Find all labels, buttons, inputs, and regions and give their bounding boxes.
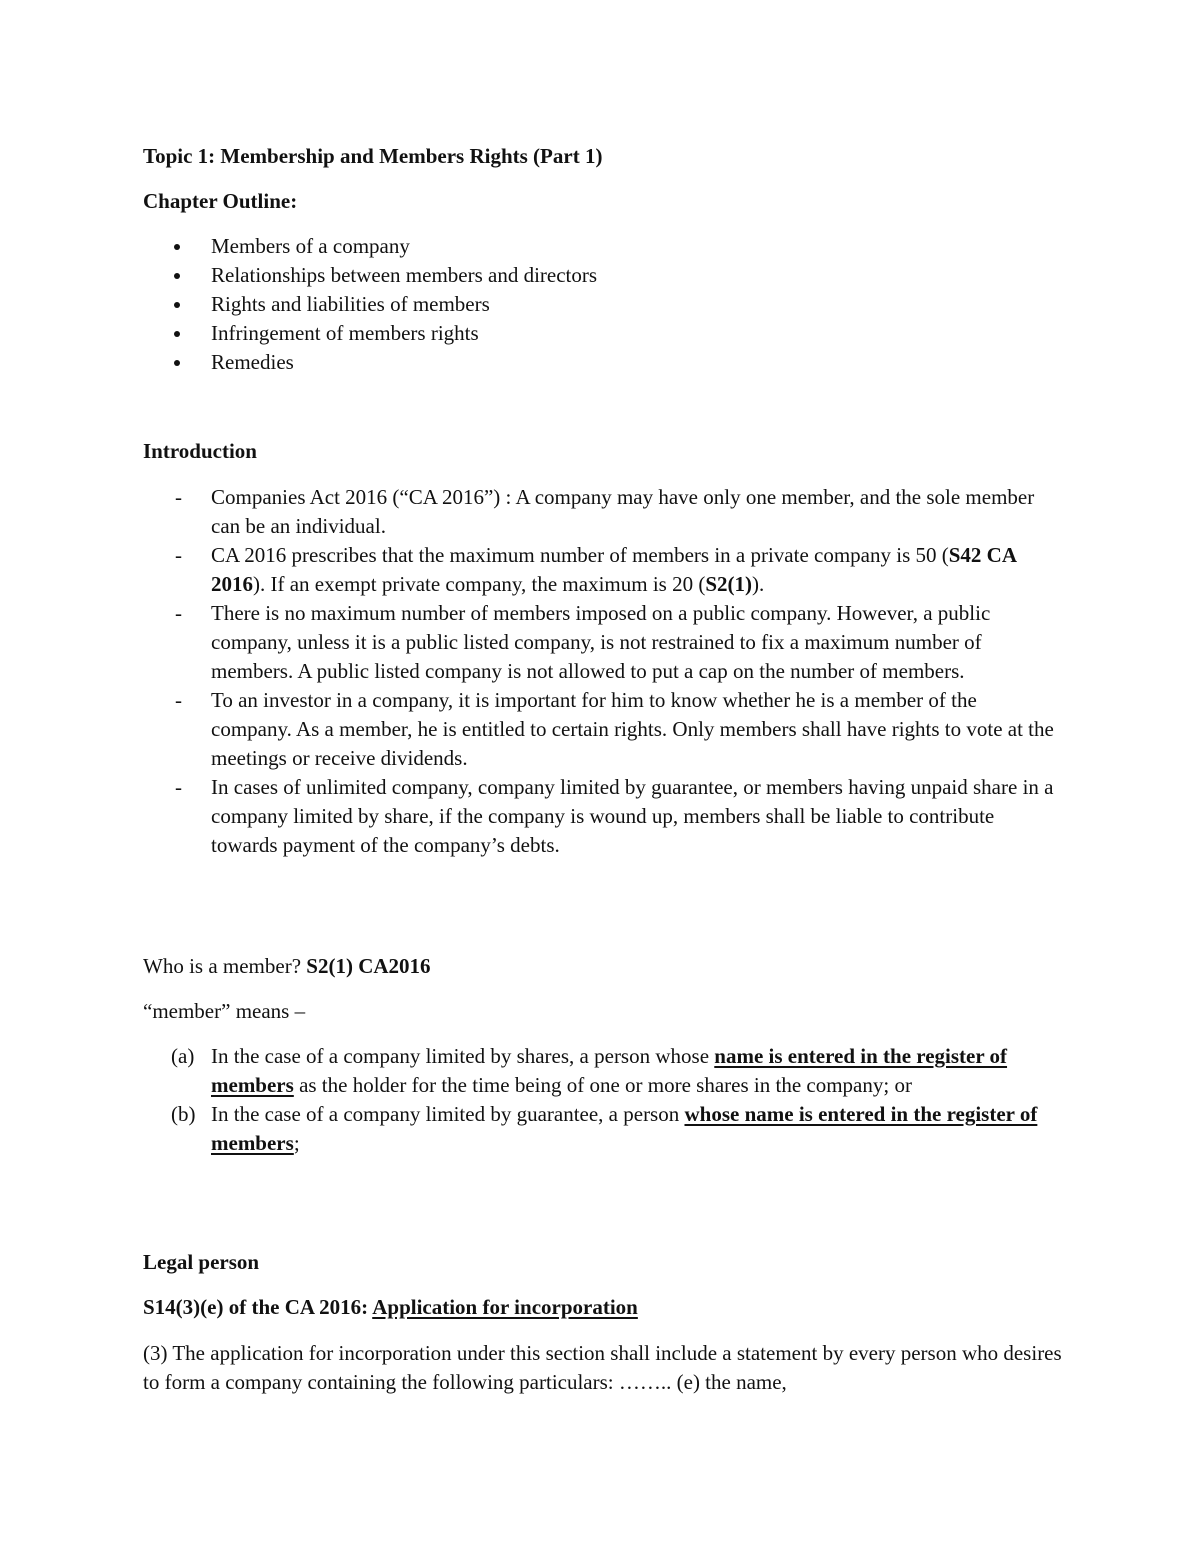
list-item: - In cases of unlimited company, company limited by guarantee, or members having unpaid share in a company limited by share, if the company is wound up, members shall be liable to contribute towards payment of the company’s debts. <box>175 775 1054 857</box>
outline-list <box>143 232 1043 377</box>
list-item: (a) In the case of a company limited by shares, a person whose name is entered in the register of members as the holder for the time being of one or more shares in the company; or <box>171 1044 1008 1097</box>
list-item: - There is no maximum number of members imposed on a public company. However, a public company, unless it is a public listed company, is not restrained to fix a maximum number of members. A public listed company is not allowed to put a cap on the number of members. <box>175 601 991 683</box>
dash-marker: - <box>175 485 182 509</box>
who-is-member-heading: Who is a member? S2(1) CA2016 <box>143 954 431 978</box>
dash-marker: - <box>175 775 182 799</box>
bullet-icon <box>174 273 180 279</box>
dash-marker: - <box>175 543 182 567</box>
list-item: Remedies <box>143 348 1043 377</box>
bullet-icon <box>174 302 180 308</box>
definition-list <box>143 1042 1073 1158</box>
list-item: Members of a company <box>143 232 1043 261</box>
s14-heading: S14(3)(e) of the CA 2016: Application for incorporation <box>143 1295 638 1319</box>
page-title: Topic 1: Membership and Members Rights (Part 1) <box>143 144 603 168</box>
list-item: Relationships between members and directors <box>143 261 1043 290</box>
bullet-icon <box>174 331 180 337</box>
dash-marker: - <box>175 601 182 625</box>
list-item: Rights and liabilities of members <box>143 290 1043 319</box>
list-item: - Companies Act 2016 (“CA 2016”) : A company may have only one member, and the sole member can be an individual. <box>175 485 1035 538</box>
intro-heading: Introduction <box>143 439 257 463</box>
intro-list <box>143 483 1073 860</box>
bullet-icon <box>174 360 180 366</box>
list-item: (b) In the case of a company limited by guarantee, a person whose name is entered in the register of members; <box>171 1102 1038 1155</box>
bullet-icon <box>174 244 180 250</box>
legal-person-heading: Legal person <box>143 1250 260 1274</box>
list-item: Infringement of members rights <box>143 319 1043 348</box>
s14-paragraph: (3) The application for incorporation under this section shall include a statement by every person who desires to form a company containing the following particulars: …….. (e) the name, <box>143 1341 1062 1394</box>
outline-heading: Chapter Outline: <box>143 189 298 213</box>
dash-marker: - <box>175 688 182 712</box>
list-item: - To an investor in a company, it is important for him to know whether he is a member of the company. As a member, he is entitled to certain rights. Only members shall have rights to vote at the meetings or receive dividends. <box>175 688 1054 770</box>
list-item: - CA 2016 prescribes that the maximum number of members in a private company is 50 (S42 CA 2016). If an exempt private company, the maximum is 20 (S2(1)). <box>175 543 1016 596</box>
member-means-text: “member” means – <box>143 999 306 1023</box>
